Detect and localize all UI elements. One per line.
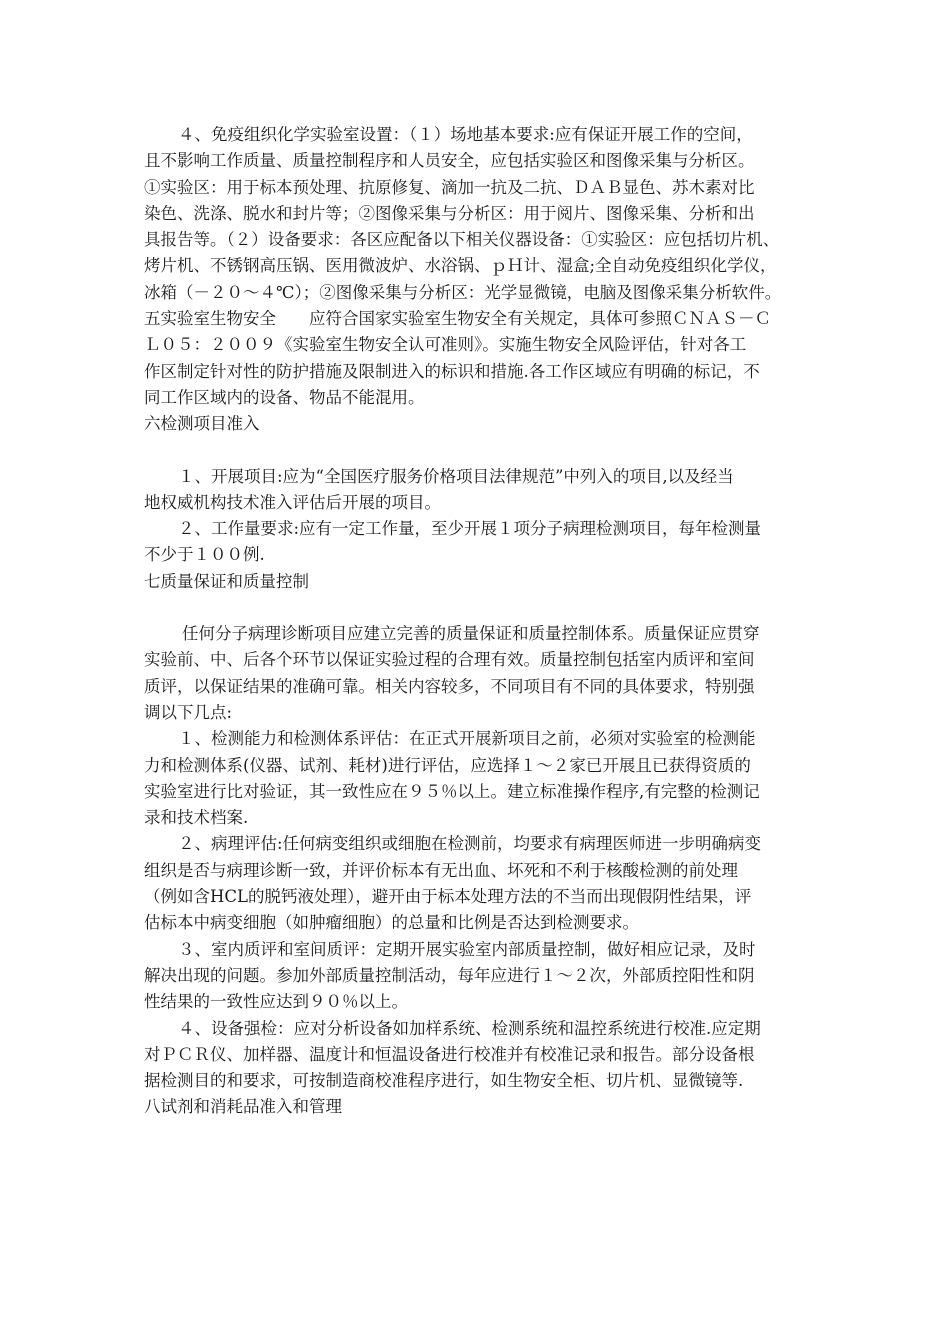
text-line: 作区制定针对性的防护措施及限制进入的标识和措施.各工作区域应有明确的标记，不 — [144, 361, 760, 381]
text-line: 组织是否与病理诊断一致，并评价标本有无出血、坏死和不利于核酸检测的前处理 — [144, 860, 738, 880]
text-line: ３、室内质评和室间质评：定期开展实验室内部质量控制，做好相应记录，及时 — [178, 939, 756, 959]
section-heading-7: 七质量保证和质量控制 — [144, 571, 309, 591]
text-line: 地权威机构技术准入评估后开展的项目。 — [144, 492, 441, 512]
text-line: 对ＰＣＲ仪、加样器、温度计和恒温设备进行校准并有校准记录和报告。部分设备根 — [144, 1044, 755, 1064]
paragraph-7-1 — [144, 726, 824, 831]
text-line: 力和检测体系(仪器、试剂、耗材)进行评估，应选择１～２家已开展且已获得资质的 — [144, 755, 751, 775]
paragraph-biosafety — [144, 306, 824, 411]
text-line: １、开展项目:应为“全国医疗服务价格项目法律规范”中列入的项目,以及经当 — [178, 466, 734, 486]
text-line: 五实验室生物安全 应符合国家实验室生物安全有关规定，具体可参照ＣＮＡＳ－Ｃ — [144, 309, 771, 329]
text-line: 烤片机、不锈钢高压锅、医用微波炉、水浴锅、ｐＨ计、湿盒;全自动免疫组织化学仪， — [144, 256, 777, 276]
paragraph-7-intro — [144, 621, 824, 726]
paragraph-6-2 — [144, 516, 824, 569]
paragraph-7-3 — [144, 937, 824, 1016]
text-line: ４、免疫组织化学实验室设置：（１）场地基本要求:应有保证开展工作的空间， — [178, 125, 753, 144]
text-line: 具报告等。（２）设备要求：各区应配备以下相关仪器设备：①实验区：应包括切片机、 — [144, 230, 780, 250]
text-line: 且不影响工作质量、质量控制程序和人员安全，应包括实验区和图像采集与分析区。 — [144, 151, 755, 171]
text-line: 不少于１００例. — [144, 545, 265, 565]
text-line: 冰箱（－２０～４℃）；②图像采集与分析区：光学显微镜，电脑及图像采集分析软件。 — [144, 282, 782, 302]
spacer — [144, 438, 824, 464]
text-line: 性结果的一致性应达到９０％以上。 — [144, 992, 408, 1012]
text-line: 同工作区域内的设备、物品不能混用。 — [144, 387, 425, 407]
text-line: 估标本中病变细胞（如肿瘤细胞）的总量和比例是否达到检测要求。 — [144, 913, 639, 933]
spacer — [144, 595, 824, 621]
text-line: １、检测能力和检测体系评估：在正式开展新项目之前，必须对实验室的检测能 — [178, 729, 756, 749]
section-heading-8: 八试剂和消耗品准入和管理 — [144, 1097, 342, 1117]
text-line: ①实验区：用于标本预处理、抗原修复、滴加一抗及二抗、ＤＡＢ显色、苏木素对比 — [144, 177, 755, 197]
text-line: 质评，以保证结果的准确可靠。相关内容较多，不同项目有不同的具体要求，特别强 — [144, 676, 755, 696]
paragraph-6-1 — [144, 464, 824, 517]
text-line: 任何分子病理诊断项目应建立完善的质量保证和质量控制体系。质量保证应贯穿 — [182, 624, 760, 644]
text-line: 实验室进行比对验证，其一致性应在９５％以上。建立标准操作程序,有完整的检测记 — [144, 781, 760, 801]
paragraph-7-2 — [144, 831, 824, 936]
text-line: Ｌ０５：２００９《实验室生物安全认可准则》。实施生物安全风险评估，针对各工 — [144, 335, 747, 355]
text-line: 染色、洗涤、脱水和封片等；②图像采集与分析区：用于阅片、图像采集、分析和出 — [144, 203, 755, 223]
text-line: 实验前、中、后各个环节以保证实验过程的合理有效。质量控制包括室内质评和室间 — [144, 650, 755, 670]
text-line: （例如含HCL的脱钙液处理），避开由于标本处理方法的不当而出现假阴性结果，评 — [144, 887, 752, 907]
text-line: ２、工作量要求:应有一定工作量，至少开展１项分子病理检测项目，每年检测量 — [178, 519, 762, 539]
text-line: 解决出现的问题。参加外部质量控制活动，每年应进行１～２次，外部质控阳性和阴 — [144, 965, 755, 985]
text-line: 据检测目的和要求，可按制造商校准程序进行，如生物安全柜、切片机、显微镜等. — [144, 1071, 744, 1091]
document-page — [144, 122, 824, 1121]
paragraph-7-4 — [144, 1016, 824, 1095]
text-line: 调以下几点: — [144, 702, 233, 722]
text-line: 录和技术档案. — [144, 808, 249, 828]
text-line: ２、病理评估:任何病变组织或细胞在检测前，均要求有病理医师进一步明确病变 — [178, 834, 762, 854]
section-heading-6: 六检测项目准入 — [144, 414, 260, 434]
text-line: ４、设备强检：应对分析设备如加样系统、检测系统和温控系统进行校准.应定期 — [178, 1018, 761, 1038]
paragraph-lab-setup — [144, 122, 824, 306]
